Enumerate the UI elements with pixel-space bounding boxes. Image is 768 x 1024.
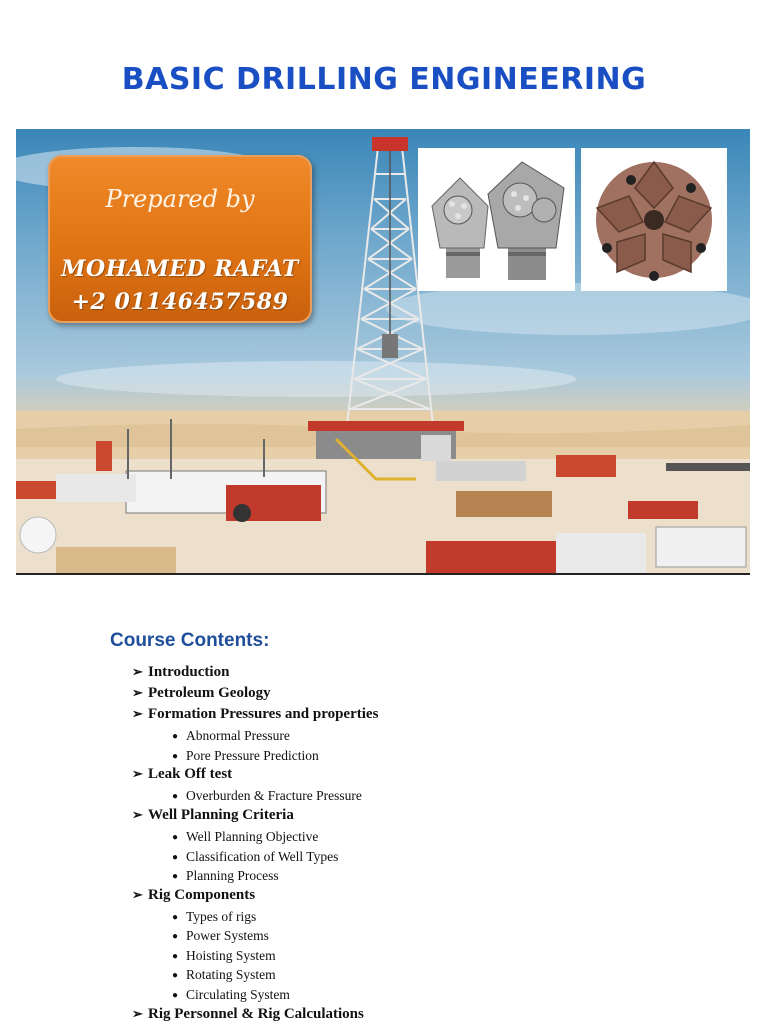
toc-sub-item: ● Well Planning Objective — [172, 829, 319, 844]
arrowhead-bullet-icon: ➢ — [132, 1006, 143, 1021]
dot-bullet-icon: ● — [172, 990, 179, 1001]
dot-bullet-icon: ● — [172, 931, 179, 942]
toc-sub-item: ● Power Systems — [172, 928, 269, 943]
dot-bullet-icon: ● — [172, 852, 179, 863]
dot-bullet-icon: ● — [172, 791, 179, 802]
toc-sub-item: ● Circulating System — [172, 987, 290, 1002]
pdc-bit-photo — [581, 148, 727, 291]
arrowhead-bullet-icon: ➢ — [132, 766, 143, 781]
dot-bullet-icon: ● — [172, 731, 179, 742]
tricone-bits-photo — [418, 148, 575, 291]
arrowhead-bullet-icon: ➢ — [132, 706, 143, 721]
dot-bullet-icon: ● — [172, 832, 179, 843]
toc-sub-item: ● Overburden & Fracture Pressure — [172, 788, 362, 803]
toc-sub-item: ● Classification of Well Types — [172, 849, 339, 864]
author-name: MOHAMED RAFAT — [61, 256, 299, 282]
prepared-by-label: Prepared by — [105, 185, 255, 213]
pdc-bit-icon — [581, 148, 727, 291]
toc-sub-item: ● Hoisting System — [172, 948, 276, 963]
toc-item: ➢ Well Planning Criteria — [132, 807, 294, 823]
arrowhead-bullet-icon: ➢ — [132, 685, 143, 700]
toc-sub-item: ● Pore Pressure Prediction — [172, 748, 319, 763]
dot-bullet-icon: ● — [172, 871, 179, 882]
toc-item: ➢ Rig Personnel & Rig Calculations — [132, 1006, 364, 1022]
toc-item: ➢ Formation Pressures and properties — [132, 706, 379, 722]
toc-item: ➢ Leak Off test — [132, 766, 233, 782]
dot-bullet-icon: ● — [172, 970, 179, 981]
prepared-by-callout — [48, 155, 312, 323]
arrowhead-bullet-icon: ➢ — [132, 807, 143, 822]
toc-sub-item: ● Abnormal Pressure — [172, 728, 290, 743]
dot-bullet-icon: ● — [172, 751, 179, 762]
toc-item: ➢ Petroleum Geology — [132, 685, 271, 701]
arrowhead-bullet-icon: ➢ — [132, 664, 143, 679]
toc-sub-item: ● Planning Process — [172, 868, 279, 883]
toc-sub-item: ● Rotating System — [172, 967, 276, 982]
author-phone: +2 01146457589 — [71, 289, 289, 315]
dot-bullet-icon: ● — [172, 912, 179, 923]
toc-item: ➢ Introduction — [132, 664, 230, 680]
course-contents-heading: Course Contents: — [110, 630, 270, 651]
dot-bullet-icon: ● — [172, 951, 179, 962]
tricone-bit-icon — [418, 148, 575, 291]
toc-item: ➢ Rig Components — [132, 887, 256, 903]
toc-sub-item: ● Types of rigs — [172, 909, 257, 924]
arrowhead-bullet-icon: ➢ — [132, 887, 143, 902]
document-title: BASIC DRILLING ENGINEERING — [121, 62, 647, 97]
